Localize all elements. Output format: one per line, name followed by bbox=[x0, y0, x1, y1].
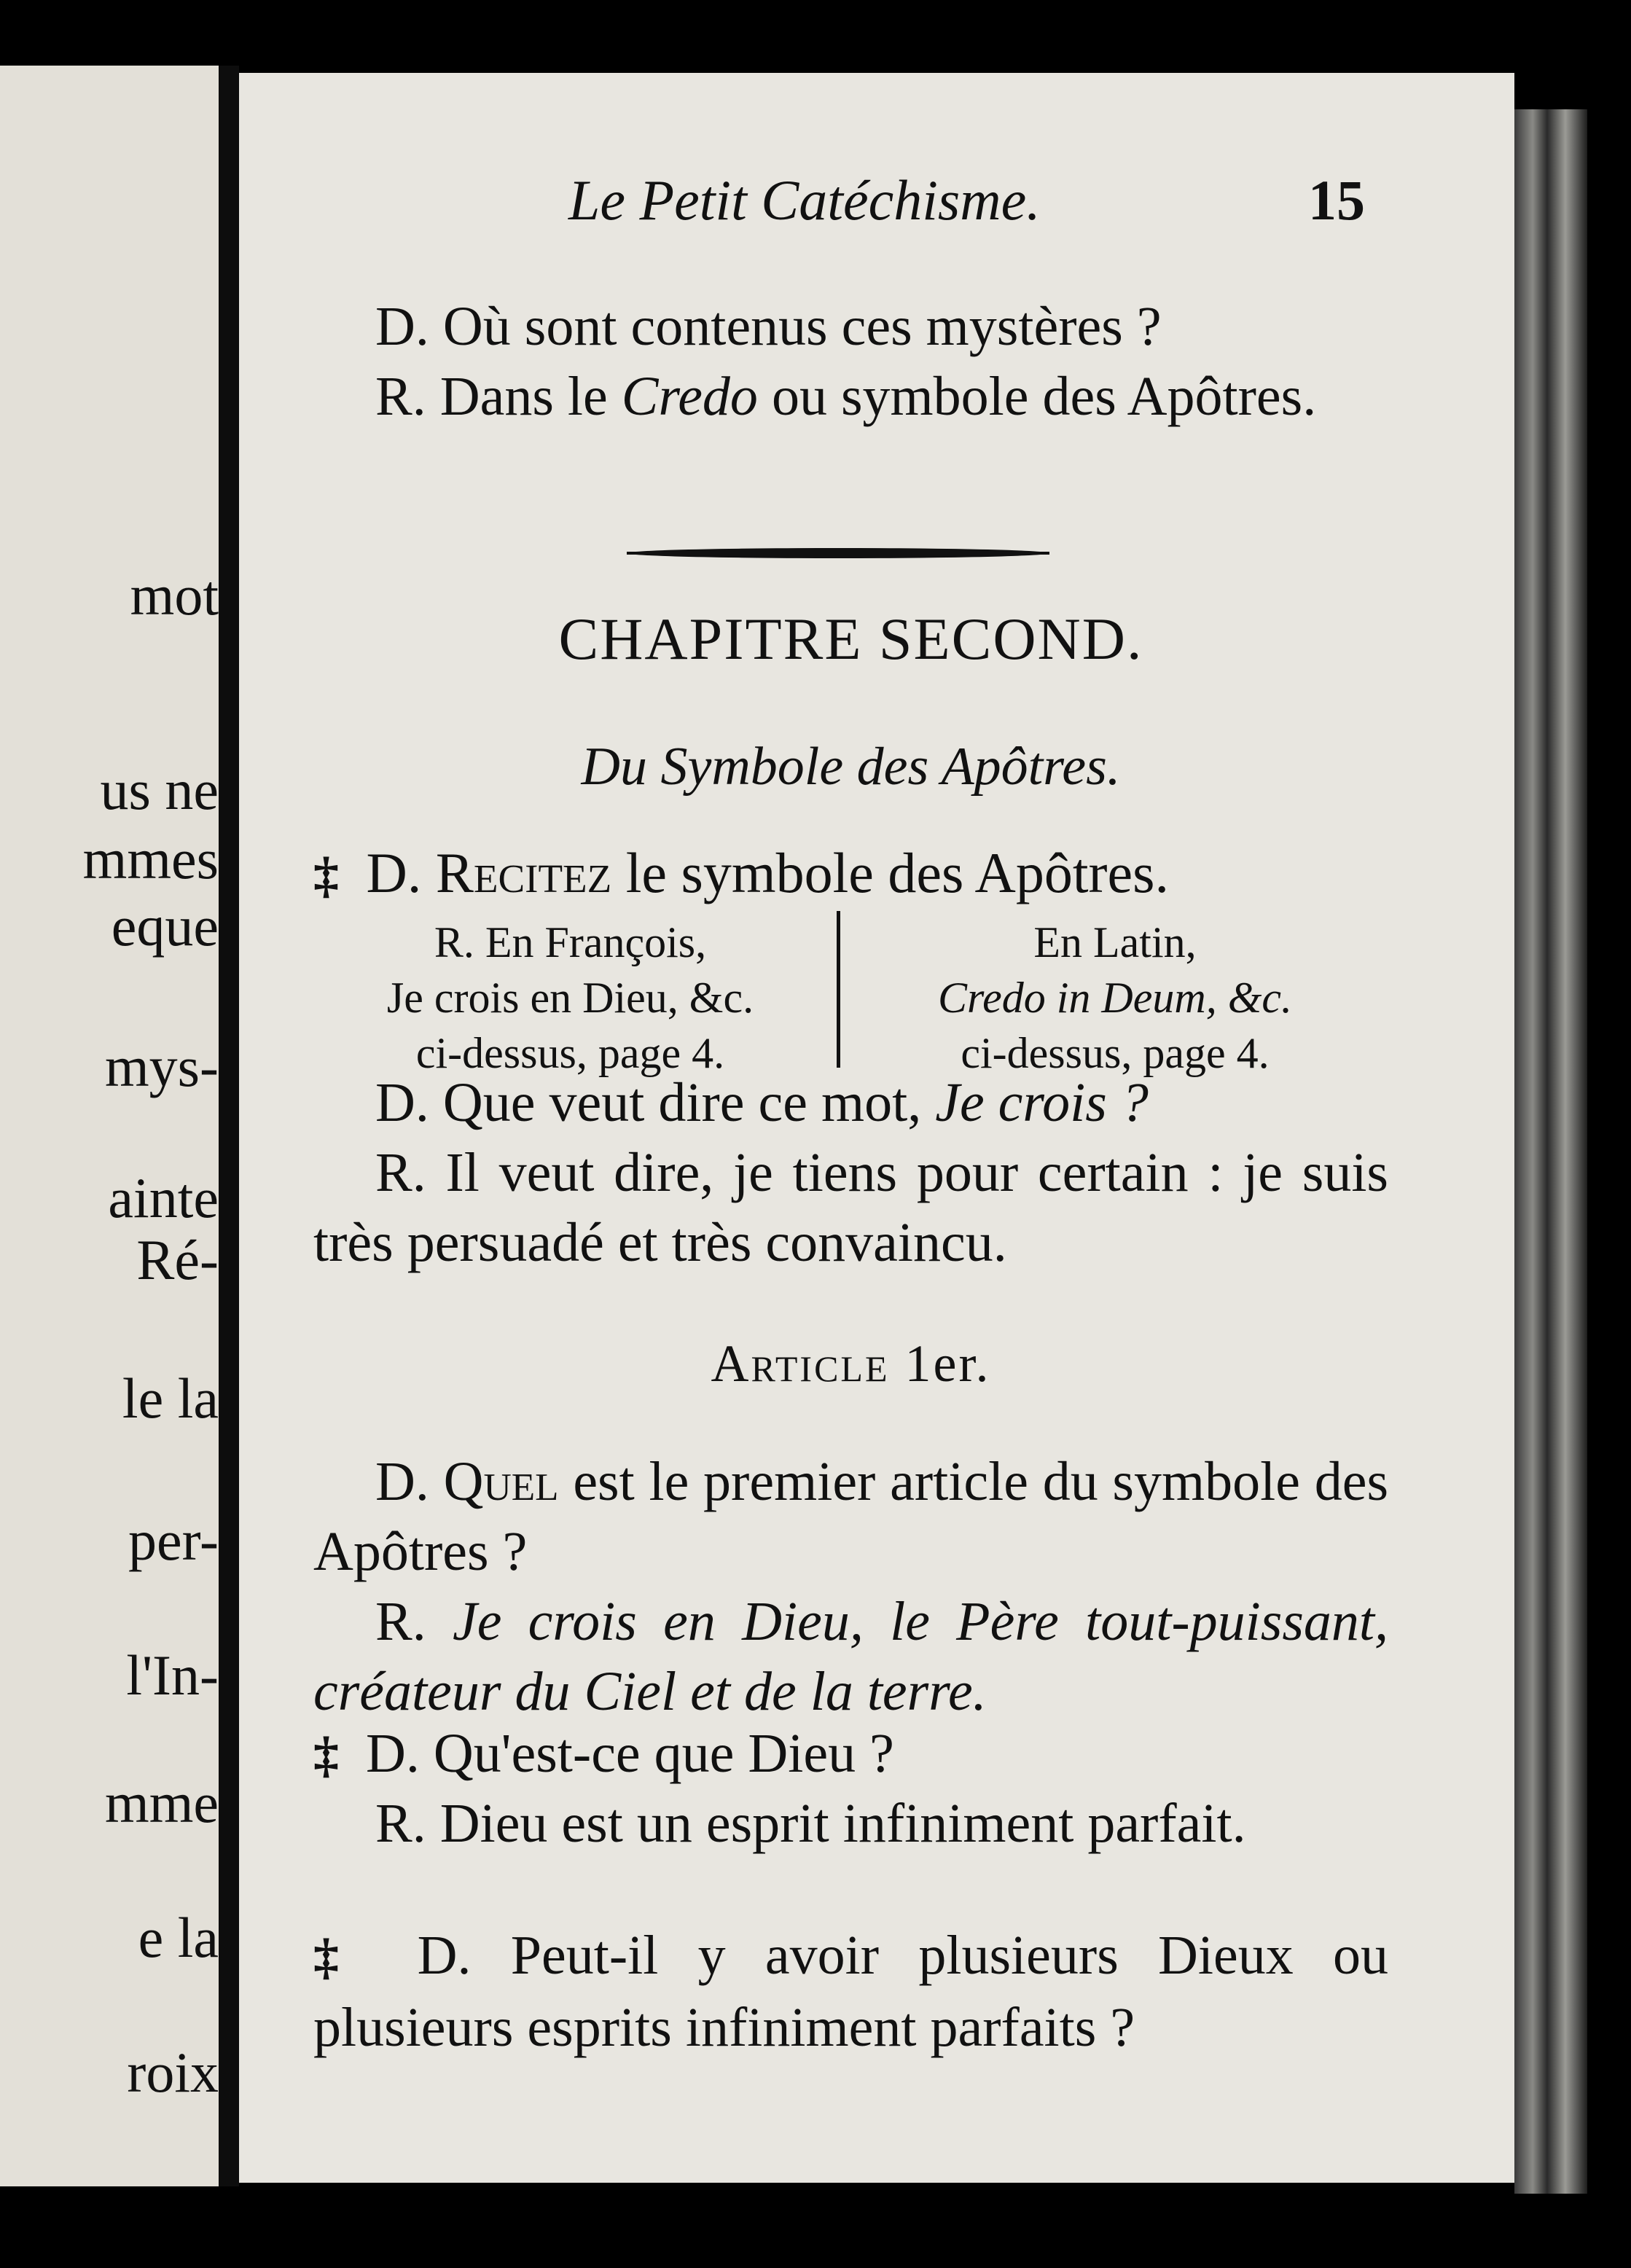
latin-line: En Latin, bbox=[1033, 918, 1197, 966]
left-fragment: l'In- bbox=[126, 1643, 219, 1707]
answer-italic: Je crois en Dieu, le Père tout-puissant, créateur du Ciel et de la terre. bbox=[313, 1591, 1389, 1722]
article-heading bbox=[313, 1334, 1388, 1394]
question-text: est le premier article du symbole des Apôtres ? bbox=[313, 1451, 1389, 1582]
latin-line: ci-dessus, page 4. bbox=[961, 1029, 1270, 1077]
intro-question bbox=[313, 292, 1388, 361]
left-fragment: per- bbox=[128, 1509, 219, 1572]
left-fragment: ainte bbox=[108, 1166, 219, 1229]
left-fragment: roix bbox=[127, 2041, 219, 2104]
question-marker: D. bbox=[375, 296, 429, 357]
god-answer bbox=[313, 1788, 1388, 1858]
answer-text: ou symbole des Apôtres. bbox=[771, 366, 1317, 427]
left-fragment: us ne bbox=[100, 758, 219, 821]
left-fragment: mys- bbox=[105, 1035, 219, 1098]
meaning-question bbox=[313, 1068, 1388, 1138]
latin-line bbox=[845, 970, 1385, 1025]
latin-column bbox=[845, 915, 1385, 1081]
question-marker: D. bbox=[417, 1925, 472, 1986]
question-lead: Recitez bbox=[435, 841, 612, 904]
first-article-question bbox=[313, 1447, 1388, 1587]
answer-text: Dans le bbox=[439, 366, 608, 427]
article-number: 1er. bbox=[904, 1334, 991, 1393]
column-divider bbox=[837, 911, 840, 1068]
french-line: ci-dessus, page 4. bbox=[415, 1029, 725, 1077]
question-lead: Quel bbox=[443, 1451, 559, 1512]
question-marker: D. bbox=[375, 1072, 429, 1133]
left-fragment: mot bbox=[130, 563, 219, 627]
question-text: Où sont contenus ces mystères ? bbox=[442, 296, 1162, 357]
left-fragment: mme bbox=[105, 1771, 219, 1834]
page-edge bbox=[1514, 109, 1587, 2194]
french-column bbox=[310, 915, 831, 1081]
double-cross-icon: ‡ bbox=[313, 1929, 365, 1985]
answer-marker: R. bbox=[375, 1142, 426, 1203]
answer-marker: R. bbox=[375, 366, 426, 427]
chapter-title: CHAPITRE SECOND. bbox=[558, 606, 1143, 672]
running-title: Le Petit Catéchisme. bbox=[568, 168, 1041, 232]
meaning-answer bbox=[313, 1138, 1388, 1278]
book-gutter bbox=[219, 66, 239, 2186]
answer-marker: R. bbox=[375, 1793, 426, 1854]
question-italic: Je crois ? bbox=[935, 1072, 1149, 1133]
answer-marker: R. bbox=[375, 1591, 426, 1652]
question-marker: D. bbox=[366, 841, 422, 904]
latin-italic: Credo in Deum, bbox=[937, 974, 1217, 1022]
question-marker: D. bbox=[375, 1451, 429, 1512]
double-cross-icon: ‡ bbox=[313, 848, 339, 904]
many-gods-question bbox=[313, 1920, 1388, 2062]
french-line: Je crois en Dieu, &c. bbox=[386, 974, 754, 1022]
left-fragment: le la bbox=[122, 1366, 219, 1430]
double-cross-icon: ‡ bbox=[313, 1727, 339, 1783]
french-line: R. En François, bbox=[434, 918, 707, 966]
left-fragment: eque bbox=[111, 894, 219, 958]
left-fragment: e la bbox=[138, 1906, 219, 1969]
answer-text: Dieu est un esprit infiniment parfait. bbox=[439, 1793, 1246, 1854]
left-fragment: Ré- bbox=[136, 1228, 219, 1291]
recite-question bbox=[313, 838, 1388, 911]
article-title: Article bbox=[711, 1334, 890, 1393]
decorative-rule bbox=[627, 548, 1049, 558]
latin-etc: &c. bbox=[1227, 974, 1293, 1022]
page-number: 15 bbox=[1308, 168, 1365, 232]
first-article-answer bbox=[313, 1587, 1388, 1727]
god-question bbox=[313, 1718, 1388, 1791]
left-fragment: mmes bbox=[82, 827, 219, 891]
question-marker: D. bbox=[366, 1723, 420, 1784]
question-text: le symbole des Apôtres. bbox=[625, 841, 1169, 904]
intro-answer bbox=[313, 361, 1388, 431]
answer-text: Il veut dire, je tiens pour certain : je suis très persuadé et très convaincu. bbox=[313, 1142, 1389, 1273]
left-facing-page bbox=[0, 66, 219, 2186]
question-text: Qu'est-ce que Dieu ? bbox=[433, 1723, 894, 1784]
answer-italic: Credo bbox=[621, 366, 758, 427]
question-text: Peut-il y avoir plusieurs Dieux ou plusieurs esprits infiniment parfaits ? bbox=[313, 1925, 1389, 2058]
question-text: Que veut dire ce mot, bbox=[442, 1072, 922, 1133]
chapter-subtitle: Du Symbole des Apôtres. bbox=[581, 737, 1121, 797]
